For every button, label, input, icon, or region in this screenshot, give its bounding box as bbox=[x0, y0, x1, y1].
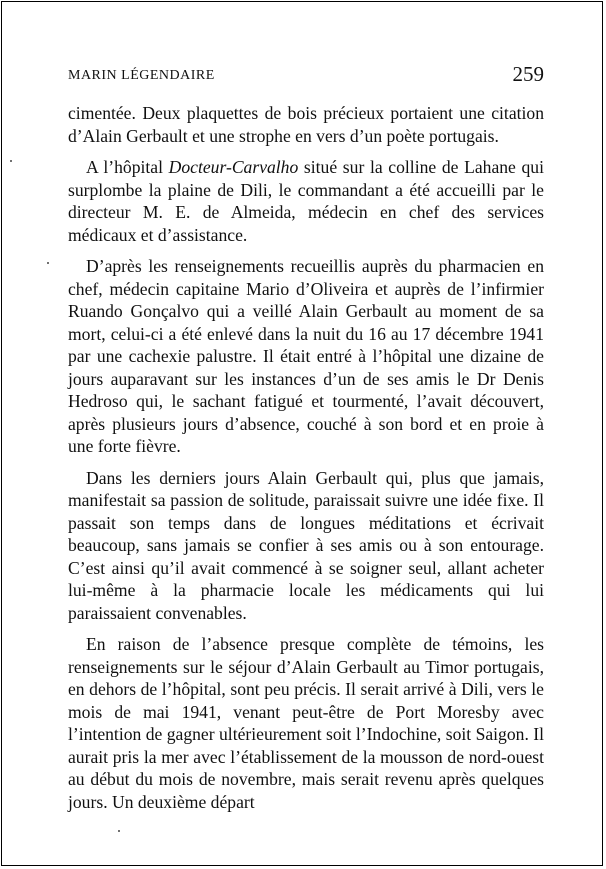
paragraph bbox=[68, 102, 544, 147]
paragraph bbox=[68, 467, 544, 625]
running-title: MARIN LÉGENDAIRE bbox=[68, 68, 215, 83]
paragraph bbox=[68, 633, 544, 813]
paragraph-text: D’après les renseignements recueillis auprès du pharmacien en chef, médecin capitaine Mario d’Oliveira et auprès de l’infirmier Ruando Gonçalvo qui a veillé Alain Gerbault au moment de sa mort, celui-ci a été enlevé dans la nuit du 16 au 17 décembre 1941 par une cachexie palustre. Il était entré à l’hôpital une dizaine de jours auparavant sur les instances d’un de ses amis le Dr Denis Hedroso qui, le sachant fatigué et tourmenté, l’avait découvert, après plusieurs jours d’absence, couché à son bord et en proie à une forte fièvre. bbox=[68, 256, 544, 456]
paragraph-text: situé sur la colline de Lahane qui surplombe la plaine de Dili, le commandant a été accueilli par le directeur M. E. de Almeida, médecin en chef des services médicaux et d’assistance. bbox=[68, 157, 544, 245]
paragraph-text: cimentée. Deux plaquettes de bois précieux portaient une citation d’Alain Gerbault et une strophe en vers d’un poète portugais. bbox=[68, 103, 544, 146]
hospital-name: Docteur-Carvalho bbox=[168, 157, 299, 177]
margin-speck bbox=[47, 262, 49, 264]
paragraph bbox=[68, 156, 544, 246]
margin-speck bbox=[118, 830, 120, 832]
paragraph-text: Dans les derniers jours Alain Gerbault qui, plus que jamais, manifestait sa passion de solitude, paraissait suivre une idée fixe. Il passait son temps dans de longues méditations et écrivait beaucoup, sans jamais se confier à ses amis ou à son entourage. C’est ainsi qu’il avait commencé à se soigner seul, allant acheter lui-même à la pharmacie locale les médicaments qui lui paraissaient convenables. bbox=[68, 467, 544, 623]
paragraph bbox=[68, 255, 544, 458]
paragraph-text: A l’hôpital bbox=[86, 157, 169, 177]
body-text bbox=[68, 102, 544, 822]
page-header bbox=[68, 60, 544, 90]
margin-speck bbox=[10, 160, 12, 162]
page-number: 259 bbox=[512, 62, 544, 86]
paragraph-text: En raison de l’absence presque complète de témoins, les renseignements sur le séjour d’Alain Gerbault au Timor portugais, en dehors de l’hôpital, sont peu précis. Il serait arrivé à Dili, vers le mois de mai 1941, venant peut-être de Port Moresby avec l’intention de gagner ultérieurement soit l’Indochine, soit Saigon. Il aurait pris la mer avec l’établissement de la mousson de nord-ouest au début du mois de novembre, mais serait revenu après quelques jours. Un deuxième départ bbox=[68, 634, 544, 812]
